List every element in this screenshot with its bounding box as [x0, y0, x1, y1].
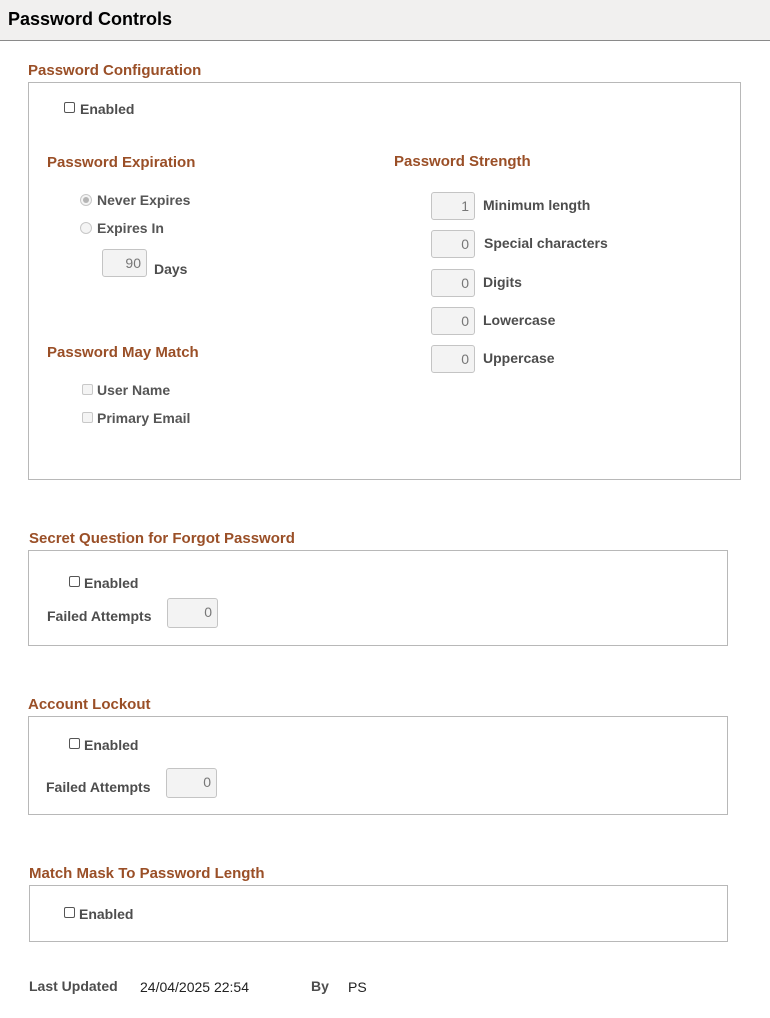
last-updated-label: Last Updated: [29, 978, 118, 994]
expiration-days-input[interactable]: 90: [102, 249, 147, 277]
password-config-enabled-checkbox[interactable]: [64, 102, 75, 113]
by-value: PS: [348, 979, 367, 995]
secret-question-title: Secret Question for Forgot Password: [29, 530, 295, 547]
uppercase-input[interactable]: 0: [431, 345, 475, 373]
secret-question-failed-attempts-label: Failed Attempts: [47, 608, 152, 624]
secret-question-enabled-label: Enabled: [84, 575, 139, 591]
special-characters-input[interactable]: 0: [431, 230, 475, 258]
page-title: Password Controls: [8, 9, 173, 29]
digits-label: Digits: [483, 274, 522, 290]
primary-email-label: Primary Email: [97, 410, 191, 426]
password-strength-title: Password Strength: [394, 153, 531, 170]
primary-email-checkbox[interactable]: [82, 412, 93, 423]
password-may-match-title: Password May Match: [47, 344, 199, 361]
secret-question-failed-attempts-input[interactable]: 0: [167, 598, 218, 628]
last-updated-value: 24/04/2025 22:54: [140, 979, 249, 995]
expires-in-radio[interactable]: [80, 222, 92, 234]
password-config-enabled-label: Enabled: [80, 101, 135, 117]
match-mask-title: Match Mask To Password Length: [29, 865, 265, 882]
account-lockout-enabled-label: Enabled: [84, 737, 139, 753]
user-name-checkbox[interactable]: [82, 384, 93, 395]
uppercase-label: Uppercase: [483, 350, 555, 366]
account-lockout-failed-attempts-label: Failed Attempts: [46, 779, 151, 795]
minimum-length-label: Minimum length: [483, 197, 591, 213]
secret-question-box: [28, 550, 728, 646]
account-lockout-box: [28, 716, 728, 815]
digits-input[interactable]: 0: [431, 269, 475, 297]
match-mask-enabled-label: Enabled: [79, 906, 134, 922]
minimum-length-input[interactable]: 1: [431, 192, 475, 220]
never-expires-label: Never Expires: [97, 192, 191, 208]
never-expires-radio[interactable]: [80, 194, 92, 206]
match-mask-enabled-checkbox[interactable]: [64, 907, 75, 918]
page-header: [0, 0, 770, 41]
lowercase-label: Lowercase: [483, 312, 556, 328]
account-lockout-enabled-checkbox[interactable]: [69, 738, 80, 749]
account-lockout-failed-attempts-input[interactable]: 0: [166, 768, 217, 798]
expires-in-label: Expires In: [97, 220, 164, 236]
password-expiration-title: Password Expiration: [47, 154, 196, 171]
password-configuration-title: Password Configuration: [28, 62, 202, 79]
match-mask-box: [29, 885, 728, 942]
secret-question-enabled-checkbox[interactable]: [69, 576, 80, 587]
account-lockout-title: Account Lockout: [28, 696, 151, 713]
by-label: By: [311, 978, 329, 994]
user-name-label: User Name: [97, 382, 171, 398]
lowercase-input[interactable]: 0: [431, 307, 475, 335]
days-label: Days: [154, 261, 188, 277]
special-characters-label: Special characters: [484, 235, 608, 251]
